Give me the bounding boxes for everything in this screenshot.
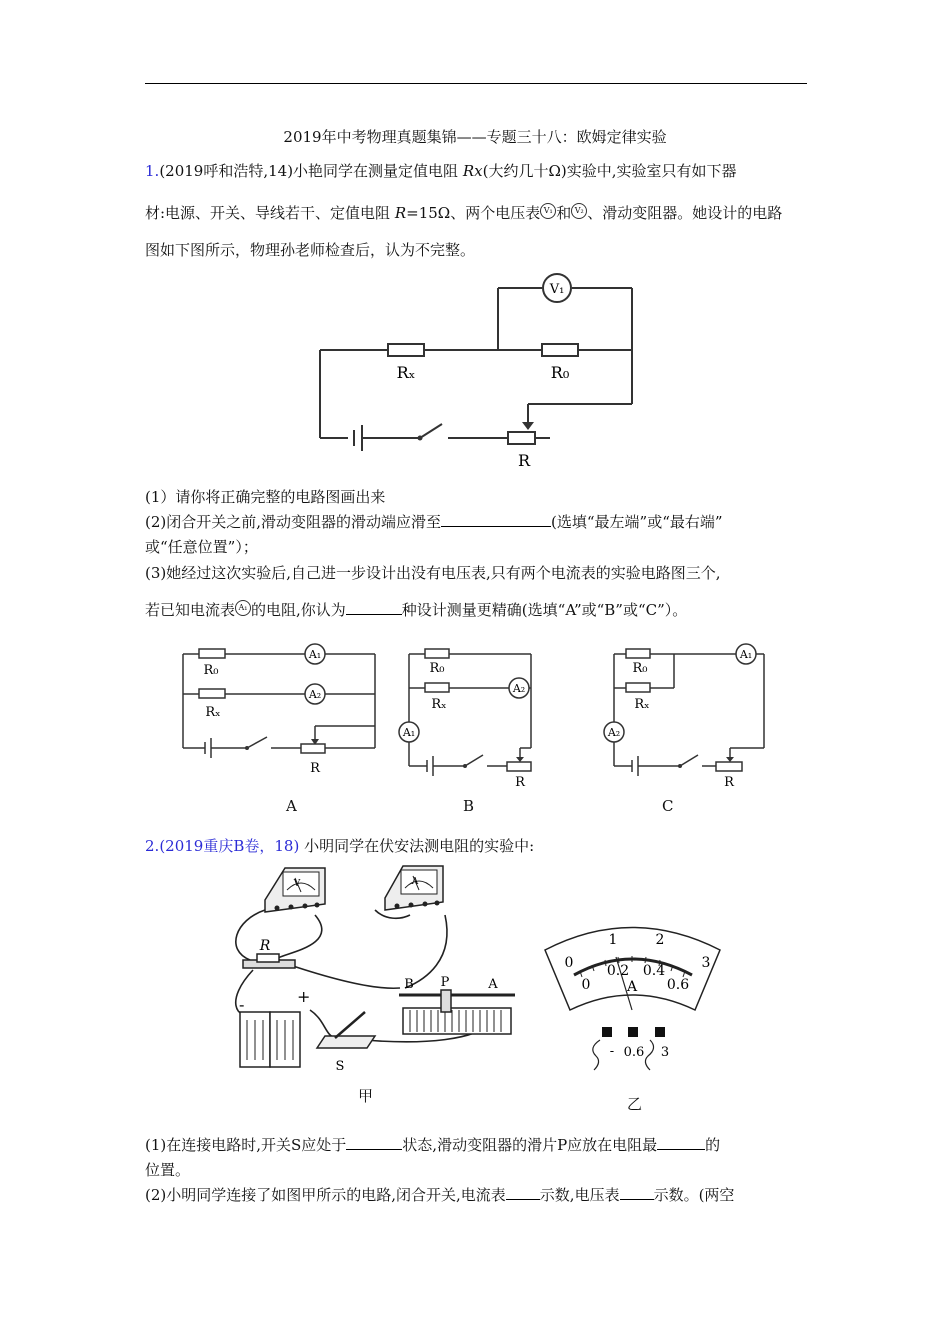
voltmeter-v1-icon: V₁ (540, 203, 556, 219)
q1-line2-b: =15Ω、两个电压表 (406, 204, 541, 222)
q1-line-2 (145, 203, 782, 223)
svg-text:Rₓ: Rₓ (634, 697, 650, 712)
svg-text:V: V (293, 879, 301, 889)
svg-text:0.6: 0.6 (623, 1045, 645, 1060)
option-c-label: C (662, 797, 674, 815)
q2-sub1-d: 位置。 (145, 1161, 191, 1179)
q1-sub3-line2 (145, 600, 687, 620)
q1-text-b: (大约几十Ω)实验中,实验室只有如下器 (482, 162, 737, 180)
svg-text:1: 1 (608, 932, 618, 948)
q2-sub1-b: 状态,滑动变阻器的滑片P应放在电阻最 (402, 1136, 658, 1154)
q2-sub2 (145, 1185, 734, 1205)
resistor-r-device (243, 938, 295, 968)
q1-number: 1. (145, 162, 160, 180)
q2-text: 小明同学在伏安法测电阻的实验中: (304, 837, 535, 855)
q1-sub3: (3)她经过这次实验后,自己进一步设计出没有电压表,只有两个电流表的实验电路图三个, (145, 564, 721, 582)
svg-text:Rₓ: Rₓ (431, 697, 447, 712)
answer-blank-2[interactable] (346, 600, 402, 615)
q2-sub2-b: 示数,电压表 (539, 1186, 620, 1204)
q1-sub3-d: 种设计测量更精确(选填“A”或“B”或“C”）。 (401, 601, 688, 619)
option-b-circuit (395, 640, 540, 790)
answer-blank-4[interactable] (657, 1135, 705, 1150)
q1-sub1: (1）请你将正确完整的电路图画出来 (145, 488, 386, 506)
q1-line-1 (145, 161, 737, 181)
switch-s-device (317, 1012, 375, 1074)
answer-blank-5[interactable] (506, 1185, 540, 1200)
switch-pivot (418, 436, 423, 441)
q1-line2-a: 材:电源、开关、导线若干、定值电阻 (145, 204, 391, 222)
svg-text:A₁: A₁ (739, 648, 753, 661)
q1-sub3-b: 若已知电流表 (145, 601, 236, 619)
page-title: 2019年中考物理真题集锦——专题三十八：欧姆定律实验 (283, 128, 667, 146)
q1-circuit-diagram (310, 268, 640, 473)
q2-source: (2019重庆B卷，18) (159, 837, 300, 855)
answer-blank-1[interactable] (441, 512, 551, 527)
svg-text:R₀: R₀ (632, 661, 648, 676)
ammeter-device (385, 866, 443, 910)
voltmeter-device (265, 868, 325, 912)
q1-and: 和 (556, 204, 572, 222)
q2-sub2-a: (2)小明同学连接了如图甲所示的电路,闭合开关,电流表 (145, 1186, 506, 1204)
q1-text-a: 小艳同学在测量定值电阻 (293, 162, 459, 180)
q1-rx: Rx (462, 162, 483, 180)
svg-text:R: R (259, 938, 271, 954)
q2-sub1-a: (1)在连接电路时,开关S应处于 (145, 1136, 347, 1154)
svg-text:Rₓ: Rₓ (205, 705, 221, 720)
svg-text:R: R (515, 775, 525, 790)
q1-source: (2019呼和浩特,14) (159, 162, 294, 180)
battery-device (239, 987, 310, 1067)
svg-text:A: A (626, 979, 638, 995)
q1-sub2 (145, 512, 723, 532)
svg-text:2: 2 (655, 932, 665, 948)
option-a-circuit (175, 640, 385, 790)
q1-line2-c: 、滑动变阻器。她设计的电路 (587, 204, 783, 222)
svg-text:3: 3 (660, 1045, 670, 1060)
ammeter-a1-icon: A₁ (235, 600, 251, 616)
resistor-rx (388, 344, 424, 356)
svg-text:A₂: A₂ (512, 682, 526, 695)
svg-text:A: A (411, 877, 419, 887)
voltmeter-v1-label: V₁ (549, 282, 565, 297)
svg-text:R₀: R₀ (203, 663, 219, 678)
rx-label: Rₓ (396, 363, 416, 382)
q1-sub2-c: 或“任意位置”）； (145, 538, 258, 556)
svg-text:A₁: A₁ (402, 726, 416, 739)
rheostat-slider-arrow (522, 422, 534, 430)
q2-sub1-c: 的 (705, 1136, 721, 1154)
q2-sub2-c: 示数。(两空 (653, 1186, 735, 1204)
rheostat-device (399, 975, 515, 1034)
r-label: R (517, 451, 531, 470)
fig-jia-caption: 甲 (358, 1087, 374, 1105)
q1-r: R (394, 204, 407, 222)
svg-text:R₀: R₀ (429, 661, 445, 676)
svg-text:-: - (609, 1044, 615, 1059)
fig-yi-ammeter-dial (540, 915, 725, 1080)
svg-text:A: A (488, 977, 498, 992)
q2-sub1 (145, 1135, 720, 1155)
svg-text:0.6: 0.6 (666, 977, 690, 993)
q2-line-1 (145, 836, 534, 856)
svg-text:-: - (239, 995, 245, 1014)
svg-text:0: 0 (564, 955, 574, 971)
header-rule (145, 83, 807, 84)
q1-sub2-b: (选填“最左端”或“最右端” (551, 513, 723, 531)
option-a-label: A (286, 797, 297, 815)
resistor-r0 (542, 344, 578, 356)
svg-text:A₂: A₂ (607, 726, 621, 739)
fig-jia-apparatus (225, 860, 525, 1075)
svg-text:B: B (404, 977, 414, 992)
q2-number: 2. (145, 837, 160, 855)
answer-blank-3[interactable] (346, 1135, 402, 1150)
fig-yi-caption: 乙 (627, 1095, 643, 1113)
rheostat-r (508, 432, 535, 444)
svg-text:S: S (335, 1059, 345, 1074)
svg-text:0.2: 0.2 (606, 963, 630, 979)
option-b-label: B (463, 797, 475, 815)
svg-text:A₁: A₁ (308, 648, 322, 661)
r0-label: R₀ (550, 363, 570, 382)
svg-text:A₂: A₂ (308, 688, 322, 701)
option-c-circuit (600, 640, 770, 790)
svg-text:0: 0 (581, 977, 591, 993)
svg-text:P: P (440, 975, 450, 990)
answer-blank-6[interactable] (620, 1185, 654, 1200)
q1-line-3: 图如下图所示，物理孙老师检查后，认为不完整。 (145, 241, 476, 259)
q1-sub2-a: (2)闭合开关之前,滑动变阻器的滑动端应滑至 (145, 513, 442, 531)
voltmeter-v2-icon: V₂ (571, 203, 587, 219)
svg-text:+: + (297, 987, 311, 1006)
q1-sub3-c: 的电阻,你认为 (251, 601, 346, 619)
svg-text:R: R (310, 761, 320, 776)
svg-text:R: R (724, 775, 734, 790)
svg-text:0.4: 0.4 (642, 963, 666, 979)
svg-text:3: 3 (701, 955, 711, 971)
